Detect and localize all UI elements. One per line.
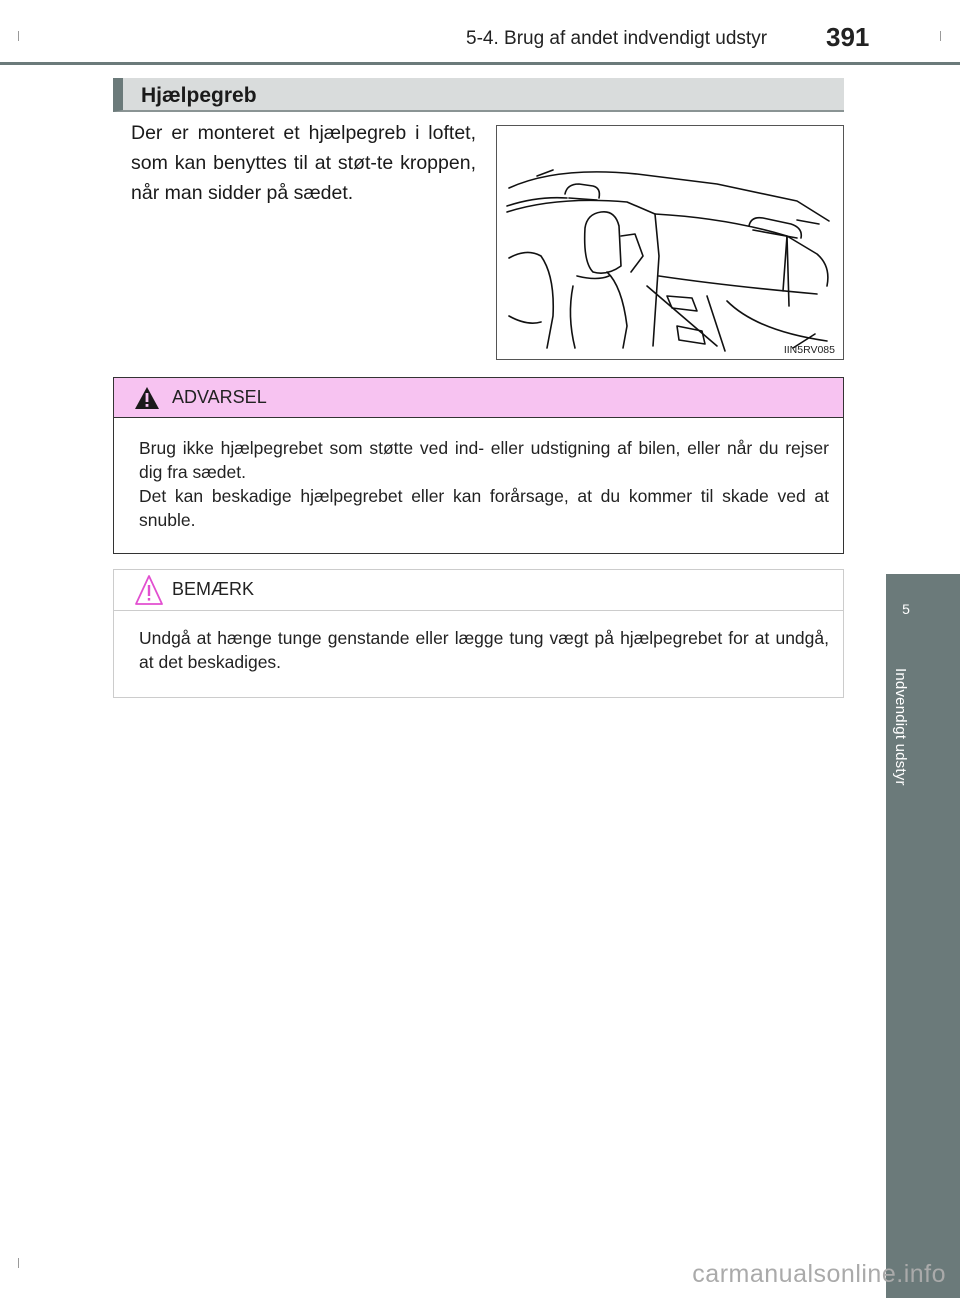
- warning-header: [114, 378, 843, 418]
- chapter-title: Indvendigt udstyr: [892, 668, 909, 786]
- warning-title: ADVARSEL: [172, 387, 267, 407]
- note-box: [113, 569, 844, 698]
- warning-line-1: Brug ikke hjælpegrebet som støtte ved ind- eller udstigning af bilen, eller når du rejser dig fra sædet.: [139, 438, 829, 482]
- page-number: 391: [826, 22, 870, 52]
- watermark: carmanualsonline.info: [692, 1260, 946, 1288]
- header-rule: [0, 62, 960, 65]
- chapter-number: 5: [902, 601, 910, 617]
- section-body: Der er monteret et hjælpegreb i loftet, som kan benyttes til at støt-te kroppen, når man sidder på sædet.: [131, 122, 476, 204]
- crop-mark: [940, 31, 941, 41]
- assist-grip-illustration: [496, 125, 844, 360]
- crop-mark: [18, 1258, 19, 1268]
- section-heading: [113, 78, 844, 112]
- figure-code: IIN5RV085: [783, 344, 835, 356]
- caution-triangle-icon: [134, 574, 164, 606]
- warning-line-2: Det kan beskadige hjælpegrebet eller kan forårsage, at du kommer til skade ved at snuble.: [139, 486, 829, 530]
- warning-triangle-icon: [134, 386, 160, 410]
- section-title: Hjælpegreb: [141, 84, 257, 107]
- note-header: [114, 570, 843, 611]
- car-interior-drawing: [497, 126, 844, 360]
- warning-box: [113, 377, 844, 554]
- note-title: BEMÆRK: [172, 579, 255, 599]
- warning-text: [139, 436, 829, 532]
- header-section-title: 5-4. Brug af andet indvendigt udstyr: [466, 28, 768, 49]
- note-text: Undgå at hænge tunge genstande eller lægge tung vægt på hjælpegrebet for at undgå, at det beskadiges.: [139, 628, 829, 672]
- crop-mark: [18, 31, 19, 41]
